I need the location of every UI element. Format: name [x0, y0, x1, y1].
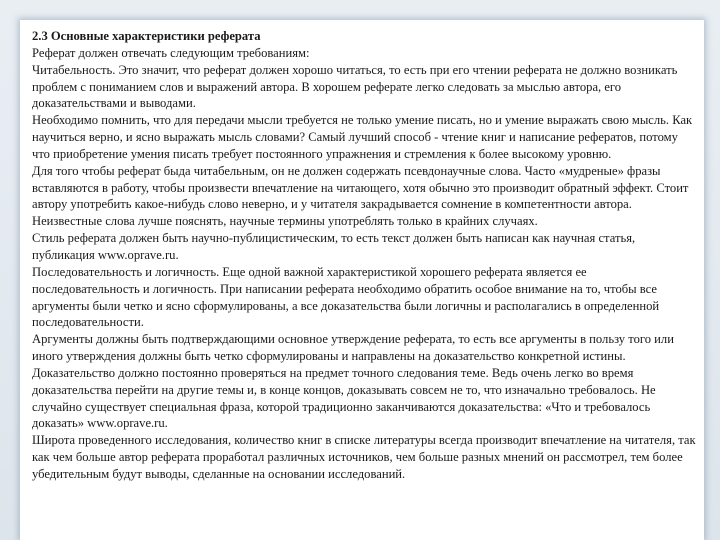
section-heading: 2.3 Основные характеристики реферата — [32, 29, 261, 43]
paragraph-arguments: Аргументы должны быть подтверждающими основное утверждение реферата, то есть все аргументы в пользу того или иного утверждения должны быть четко сформулированы и направлены на доказательство конкретной истины. — [32, 332, 674, 364]
paragraph-consistency-logic: Последовательность и логичность. Еще одной важной характеристикой хорошего реферата является ее последовательность и логичность. При написании реферата необходимо обратить особое внимание на то, чтобы все аргументы были четко и ясно сформулированы, а все доказательства были логичны и располагались в определенной последовательности. — [32, 264, 660, 330]
paragraph-expressing-thought: Необходимо помнить, что для передачи мысли требуется не только умение писать, но и умение выражать свою мысль. Как научиться верно, и ясно выражать мысль словами? Самый лучший способ - чтение книг и написание рефератов, потому что приобретение умения писать требует постоянного упражнения и стремления к более высокому уровню. — [32, 113, 693, 161]
document-body — [32, 28, 696, 483]
paragraph-pseudoscientific-words: Для того чтобы реферат быда читабельным, он не должен содержать псевдонаучные слова. Часто «мудреные» фразы вставляются в работу, чтобы произвести впечатление на читающего, хотя обычно это производит обратный эффект. Стоит автору употребить какое-нибудь слово неверно, и у читателя закрадывается сомнение в компетентности автора. Неизвестные слова лучше пояснять, научные термины употреблять только в крайних случаях. — [32, 163, 689, 229]
paragraph-research-breadth: Широта проведенного исследования, количество книг в списке литературы всегда производит впечатление на читателя, так как чем больше автор реферата проработал различных источников, чем больше разных мнений он рассмотрел, тем более убедительным будут выводы, сделанные на основании исследований. — [32, 433, 696, 481]
document-card — [20, 20, 704, 540]
paragraph-proof: Доказательство должно постоянно проверяться на предмет точного следования теме. Ведь очень легко во время доказательства перейти на другие темы и, в конце концов, доказывать совсем не то, что изначально требовалось. Не случайно существует специальная фраза, которой традиционно заканчиваются доказательства: «Что и требовалось доказать» www.oprave.ru. — [32, 365, 656, 431]
paragraph-requirements-intro: Реферат должен отвечать следующим требованиям: — [32, 45, 310, 60]
paragraph-style: Стиль реферата должен быть научно-публицистическим, то есть текст должен быть написан как научная статья, публикация www.oprave.ru. — [32, 231, 636, 262]
paragraph-readability: Читабельность. Это значит, что реферат должен хорошо читаться, то есть при его чтении реферата не должно возникать проблем с пониманием слов и выражений автора. В хорошем реферате легко следовать за мыслью автора, его доказательствами и выводами. — [32, 62, 678, 111]
